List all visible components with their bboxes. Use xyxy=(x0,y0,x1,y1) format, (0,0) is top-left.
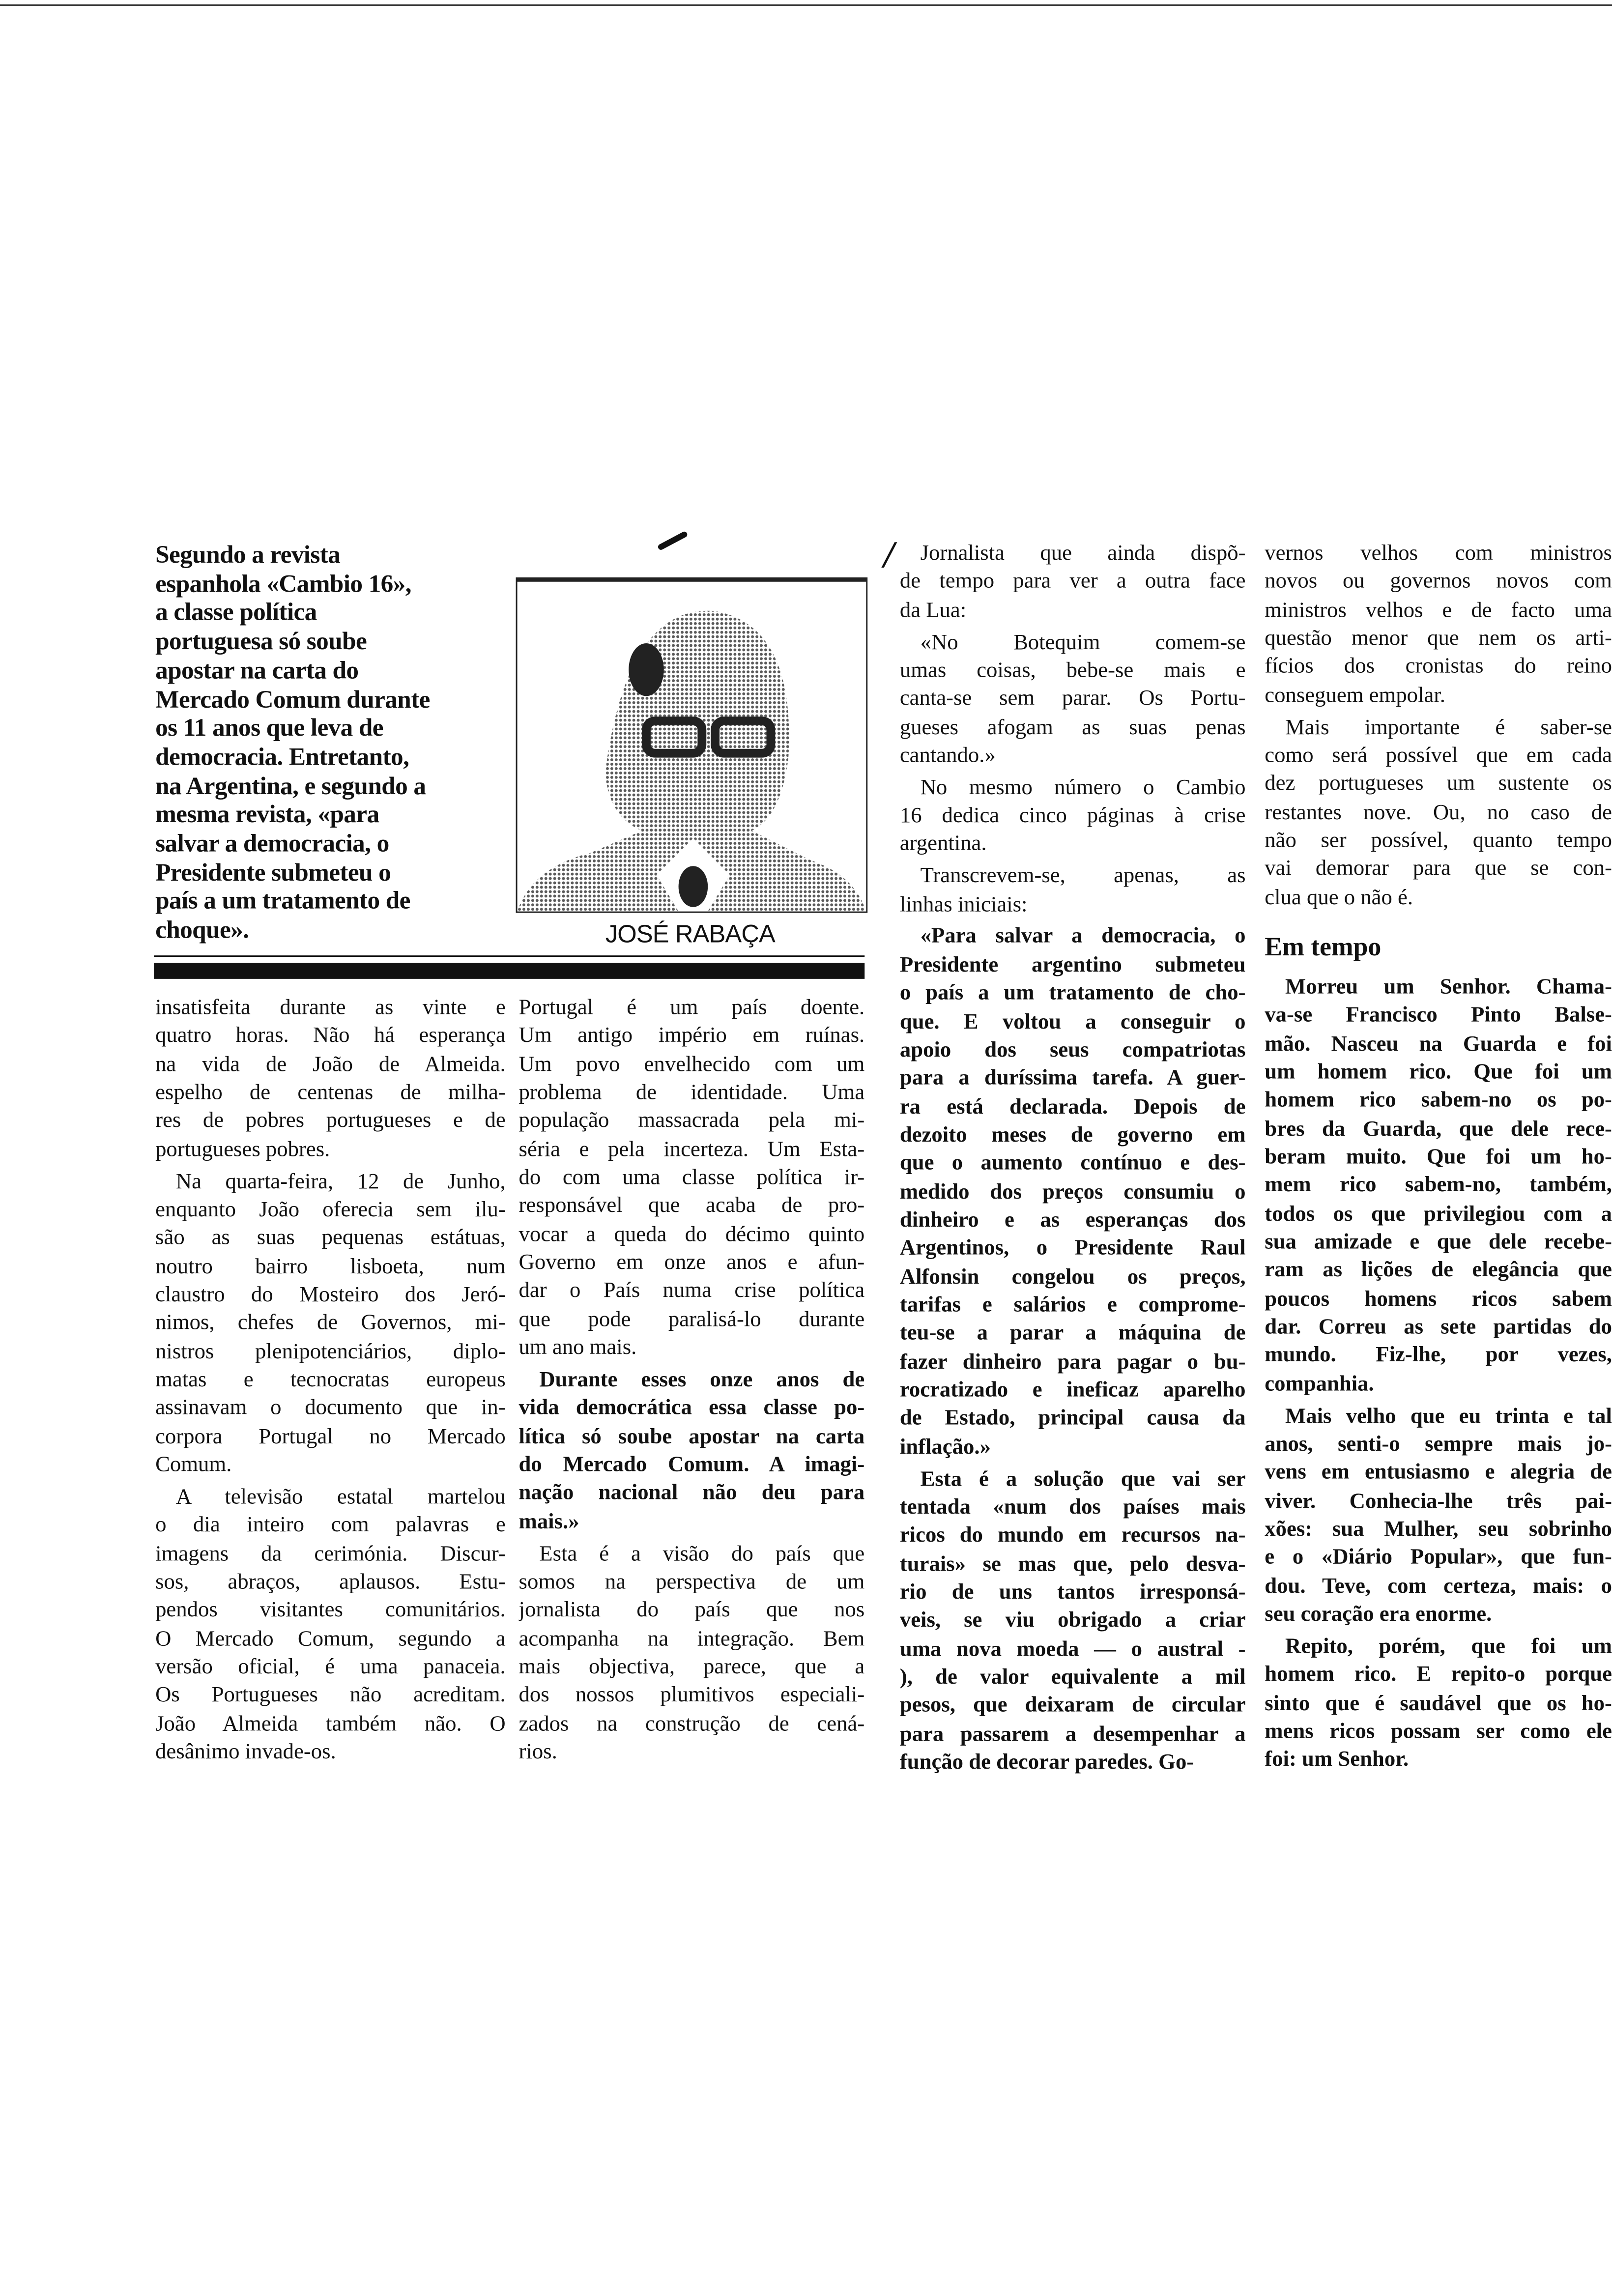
text-line: O Mercado Comum, segundo a xyxy=(155,1627,506,1651)
text-line: população massacrada pela mi- xyxy=(518,1110,865,1134)
text-line: como será possível que em cada xyxy=(1265,744,1612,768)
text-line: espelho de centenas de milha- xyxy=(155,1081,506,1105)
bracket-mark: / xyxy=(884,533,894,576)
text-line: na vida de João de Almeida. xyxy=(155,1053,506,1077)
text-line: sua amizade e que dele recebe- xyxy=(1265,1231,1612,1255)
text-line: «No Botequim comem-se xyxy=(920,631,1246,655)
lead-line: Presidente submeteu o xyxy=(155,858,391,887)
text-line: dar. Correu as sete partidas do xyxy=(1265,1316,1612,1340)
text-line: dos nossos plumitivos especiali- xyxy=(518,1684,865,1708)
text-line: linhas iniciais: xyxy=(899,893,1028,917)
author-name: JOSÉ RABAÇA xyxy=(605,920,775,948)
paragraph xyxy=(900,630,1246,771)
text-line: dezoito meses de governo em xyxy=(899,1123,1246,1148)
text-line: versão oficial, é uma panaceia. xyxy=(155,1656,506,1679)
text-line: que o aumento contínuo e des- xyxy=(899,1152,1246,1176)
text-line: somos na perspectiva de um xyxy=(518,1571,865,1594)
text-line: mão. Nasceu na Guarda e foi xyxy=(1265,1033,1612,1056)
text-line: Morreu um Senhor. Chama- xyxy=(1285,976,1612,1000)
text-line: dar o País numa crise política xyxy=(518,1280,865,1304)
text-line: acompanha na integração. Bem xyxy=(518,1627,865,1651)
text-line: responsável que acaba de pro- xyxy=(518,1195,865,1219)
text-line: veis, se viu obrigado a criar xyxy=(899,1609,1246,1633)
author-photo xyxy=(516,577,868,913)
article-column-3 xyxy=(900,541,1246,1781)
text-line: vai demorar para que se con- xyxy=(1265,858,1612,881)
section-heading: Em tempo xyxy=(1265,932,1382,961)
text-line: mens ricos possam ser como ele xyxy=(1265,1720,1612,1744)
paragraph xyxy=(900,775,1246,860)
text-line: do Mercado Comum. A imagi- xyxy=(518,1453,865,1477)
decorative-mark xyxy=(657,531,689,551)
text-line: pendos visitantes comunitários. xyxy=(155,1599,506,1623)
text-line: canta-se sem parar. Os Portu- xyxy=(899,688,1246,711)
text-line: Presidente argentino submeteu xyxy=(899,953,1246,977)
text-line: Transcrevem-se, apenas, as xyxy=(920,865,1246,889)
text-line: nação nacional não deu para xyxy=(518,1482,865,1506)
text-line: Durante esses onze anos de xyxy=(539,1368,865,1392)
text-line: cantando.» xyxy=(899,744,996,768)
top-rule xyxy=(0,4,1612,6)
text-line: conseguem empolar. xyxy=(1265,684,1445,708)
paragraph xyxy=(900,541,1246,626)
text-line: o dia inteiro com palavras e xyxy=(155,1514,506,1538)
text-line: nimos, chefes de Governos, mi- xyxy=(155,1312,506,1336)
text-line: para passarem a desempenhar a xyxy=(899,1722,1246,1747)
text-line: jornalista do país que nos xyxy=(518,1599,865,1623)
paragraph xyxy=(155,1169,506,1480)
paragraph xyxy=(900,924,1246,1463)
text-line: medido dos preços consumiu o xyxy=(899,1180,1246,1204)
text-line: Na quarta-feira, 12 de Junho, xyxy=(175,1170,506,1194)
text-line: Um antigo império em ruínas. xyxy=(518,1025,865,1049)
text-line: clua que o não é. xyxy=(1265,886,1413,910)
lead-line: a classe política xyxy=(155,598,317,627)
text-line: sos, abraços, aplausos. Estu- xyxy=(155,1571,506,1594)
text-line: homem rico sabem-no os po- xyxy=(1265,1089,1612,1113)
text-line: res de pobres portugueses e de xyxy=(155,1110,506,1134)
text-line: são as suas pequenas estátuas, xyxy=(155,1227,506,1251)
text-line: ra está declarada. Depois de xyxy=(899,1095,1246,1119)
text-line: imagens da cerimónia. Discur- xyxy=(155,1542,506,1566)
text-line: Argentinos, o Presidente Raul xyxy=(899,1237,1246,1261)
text-line: Um povo envelhecido com um xyxy=(518,1053,865,1077)
text-line: beram muito. Que foi um ho- xyxy=(1265,1146,1612,1170)
lead-line: democracia. Entretanto, xyxy=(155,743,409,771)
text-line: Governo em onze anos e afun- xyxy=(518,1251,865,1275)
text-line: corpora Portugal no Mercado xyxy=(155,1425,506,1449)
text-line: foi: um Senhor. xyxy=(1265,1749,1409,1772)
text-line: de Estado, principal causa da xyxy=(899,1407,1246,1431)
text-line: questão menor que nem os arti- xyxy=(1265,627,1612,651)
text-line: mais.» xyxy=(518,1510,579,1534)
text-line: o país a um tratamento de cho- xyxy=(899,982,1246,1005)
text-line: mais objectiva, parece, que a xyxy=(518,1656,865,1679)
lead-line: país a um tratamento de xyxy=(155,887,410,915)
lead-line: mesma revista, «para xyxy=(155,801,379,829)
text-line: tentada «num dos países mais xyxy=(899,1495,1246,1520)
text-line: Jornalista que ainda dispõ- xyxy=(920,542,1246,566)
portrait-image xyxy=(518,582,866,912)
text-line: 16 dedica cinco páginas à crise xyxy=(899,804,1246,828)
text-line: e o «Diário Popular», que fun- xyxy=(1265,1546,1612,1570)
text-line: lítica só soube apostar na carta xyxy=(518,1425,865,1449)
text-line: rios. xyxy=(518,1741,557,1764)
paragraph xyxy=(1265,541,1612,711)
text-line: fazer dinheiro para pagar o bu- xyxy=(899,1350,1246,1374)
text-line: que. E voltou a conseguir o xyxy=(899,1010,1246,1034)
text-line: nistros plenipotenciários, diplo- xyxy=(155,1340,506,1364)
text-line: bres da Guarda, que dele rece- xyxy=(1265,1118,1612,1141)
paragraph xyxy=(1265,975,1612,1400)
text-line: função de decorar paredes. Go- xyxy=(899,1751,1194,1775)
text-line: Mais velho que eu trinta e tal xyxy=(1285,1405,1612,1429)
text-line: teu-se a parar a máquina de xyxy=(899,1322,1246,1346)
text-line: rio de uns tantos irresponsá- xyxy=(899,1580,1246,1605)
text-line: rocratizado e ineficaz aparelho xyxy=(899,1378,1246,1403)
paragraph xyxy=(155,995,506,1165)
text-line: tarifas e salários e comprome- xyxy=(899,1293,1246,1318)
lead-line: na Argentina, e segundo a xyxy=(155,772,426,800)
text-line: todos os que privilegiou com a xyxy=(1265,1203,1612,1226)
text-line: do com uma classe política ir- xyxy=(518,1166,865,1190)
text-line: claustro do Mosteiro dos Jeró- xyxy=(155,1283,506,1307)
paragraph xyxy=(155,1484,506,1768)
text-line: vens em entusiasmo e alegria de xyxy=(1265,1461,1612,1485)
text-line: Mais importante é saber-se xyxy=(1285,716,1612,740)
lead-line: portuguesa só soube xyxy=(155,627,367,656)
paragraph xyxy=(519,995,865,1364)
text-line: noutro bairro lisboeta, num xyxy=(155,1255,506,1279)
text-line: quatro horas. Não há esperança xyxy=(155,1025,506,1049)
text-line: mem rico sabem-no, também, xyxy=(1265,1174,1612,1198)
lead-line: Segundo a revista xyxy=(155,541,341,569)
text-line: um ano mais. xyxy=(518,1336,637,1360)
text-line: de tempo para ver a outra face xyxy=(899,570,1246,594)
article-column-2 xyxy=(519,995,865,1772)
text-line: Repito, porém, que foi um xyxy=(1285,1635,1612,1659)
article-column-4 xyxy=(1265,541,1612,1779)
lead-standfirst xyxy=(155,541,507,945)
text-line: um homem rico. Que foi um xyxy=(1265,1061,1612,1085)
text-line: va-se Francisco Pinto Balse- xyxy=(1265,1004,1612,1028)
lead-line: Mercado Comum durante xyxy=(155,685,430,713)
text-line: mundo. Fiz-lhe, por vezes, xyxy=(1265,1344,1612,1368)
text-line: viver. Conhecia-lhe três pai- xyxy=(1265,1490,1612,1514)
lead-line: os 11 anos que leva de xyxy=(155,714,383,742)
paragraph xyxy=(519,1367,865,1537)
text-line: poucos homens ricos sabem xyxy=(1265,1288,1612,1311)
text-line: assinavam o documento que in- xyxy=(155,1397,506,1421)
paragraph xyxy=(900,863,1246,920)
text-line: que pode paralisá-lo durante xyxy=(518,1308,865,1332)
text-line: enquanto João oferecia sem ilu- xyxy=(155,1198,506,1222)
divider-thin xyxy=(154,955,864,957)
text-line: seu coração era enorme. xyxy=(1265,1603,1492,1627)
text-line: restantes nove. Ou, no caso de xyxy=(1265,801,1612,825)
text-line: uma nova moeda — o austral - xyxy=(899,1637,1246,1662)
text-line: ricos do mundo em recursos na- xyxy=(899,1524,1246,1548)
lead-line: apostar na carta do xyxy=(155,656,359,684)
text-line: turais» se mas que, pelo desva- xyxy=(899,1552,1246,1577)
text-line: umas coisas, bebe-se mais e xyxy=(899,659,1246,683)
article-column-1 xyxy=(155,995,506,1772)
text-line: Esta é a visão do país que xyxy=(539,1542,865,1566)
text-line: companhia. xyxy=(1265,1373,1374,1397)
text-line: dinheiro e as esperanças dos xyxy=(899,1208,1246,1233)
divider-thick xyxy=(154,963,864,979)
text-line: anos, senti-o sempre mais jo- xyxy=(1265,1433,1612,1457)
text-line: dou. Teve, com certeza, mais: o xyxy=(1265,1575,1612,1599)
text-line: da Lua: xyxy=(899,599,967,623)
text-line: fícios dos cronistas do reino xyxy=(1265,655,1612,679)
text-line: ministros velhos e de facto uma xyxy=(1265,599,1612,623)
text-line: problema de identidade. Uma xyxy=(518,1081,865,1105)
text-line: João Almeida também não. O xyxy=(155,1712,506,1736)
text-line: Esta é a solução que vai ser xyxy=(920,1467,1246,1491)
text-line: Os Portugueses não acreditam. xyxy=(155,1684,506,1708)
text-line: séria e pela incerteza. Um Esta- xyxy=(518,1138,865,1162)
text-line: argentina. xyxy=(899,832,987,857)
paragraph xyxy=(1265,1634,1612,1775)
paragraph xyxy=(1265,1403,1612,1630)
paragraph xyxy=(900,1466,1246,1778)
lead-line: salvar a democracia, o xyxy=(155,829,389,858)
paragraph xyxy=(519,1541,865,1767)
text-line: desânimo invade-os. xyxy=(155,1741,336,1764)
text-line: Alfonsin congelou os preços, xyxy=(899,1265,1246,1289)
text-line: inflação.» xyxy=(899,1435,991,1459)
text-line: dez portugueses um sustente os xyxy=(1265,773,1612,796)
lead-line: espanhola «Cambio 16», xyxy=(155,570,411,598)
paragraph xyxy=(1265,715,1612,913)
text-line: pesos, que deixaram de circular xyxy=(899,1694,1246,1718)
text-line: vernos velhos com ministros xyxy=(1265,542,1612,566)
text-line: insatisfeita durante as vinte e xyxy=(155,996,506,1020)
text-line: novos ou governos novos com xyxy=(1265,570,1612,594)
text-line: ram as lições de elegância que xyxy=(1265,1259,1612,1283)
text-line: vida democrática essa classe po- xyxy=(518,1397,865,1421)
text-line: Comum. xyxy=(155,1453,232,1477)
text-line: ), de valor equivalente a mil xyxy=(899,1666,1246,1690)
text-line: sinto que é saudável que os ho- xyxy=(1265,1692,1612,1716)
text-line: vocar a queda do décimo quinto xyxy=(518,1223,865,1247)
text-line: Portugal é um país doente. xyxy=(518,996,865,1020)
text-line: A televisão estatal martelou xyxy=(175,1486,506,1509)
text-line: portugueses pobres. xyxy=(155,1138,330,1162)
text-line: apoio dos seus compatriotas xyxy=(899,1038,1246,1062)
text-line: gueses afogam as suas penas xyxy=(899,716,1246,740)
text-line: «Para salvar a democracia, o xyxy=(920,925,1246,949)
text-line: zados na construção de cená- xyxy=(518,1712,865,1736)
text-line: matas e tecnocratas europeus xyxy=(155,1368,506,1392)
text-line: não ser possível, quanto tempo xyxy=(1265,829,1612,853)
text-line: para a duríssima tarefa. A guer- xyxy=(899,1067,1246,1091)
text-line: homem rico. E repito-o porque xyxy=(1265,1663,1612,1687)
text-line: xões: sua Mulher, seu sobrinho xyxy=(1265,1518,1612,1542)
text-line: No mesmo número o Cambio xyxy=(920,776,1246,800)
lead-line: choque». xyxy=(155,916,249,944)
